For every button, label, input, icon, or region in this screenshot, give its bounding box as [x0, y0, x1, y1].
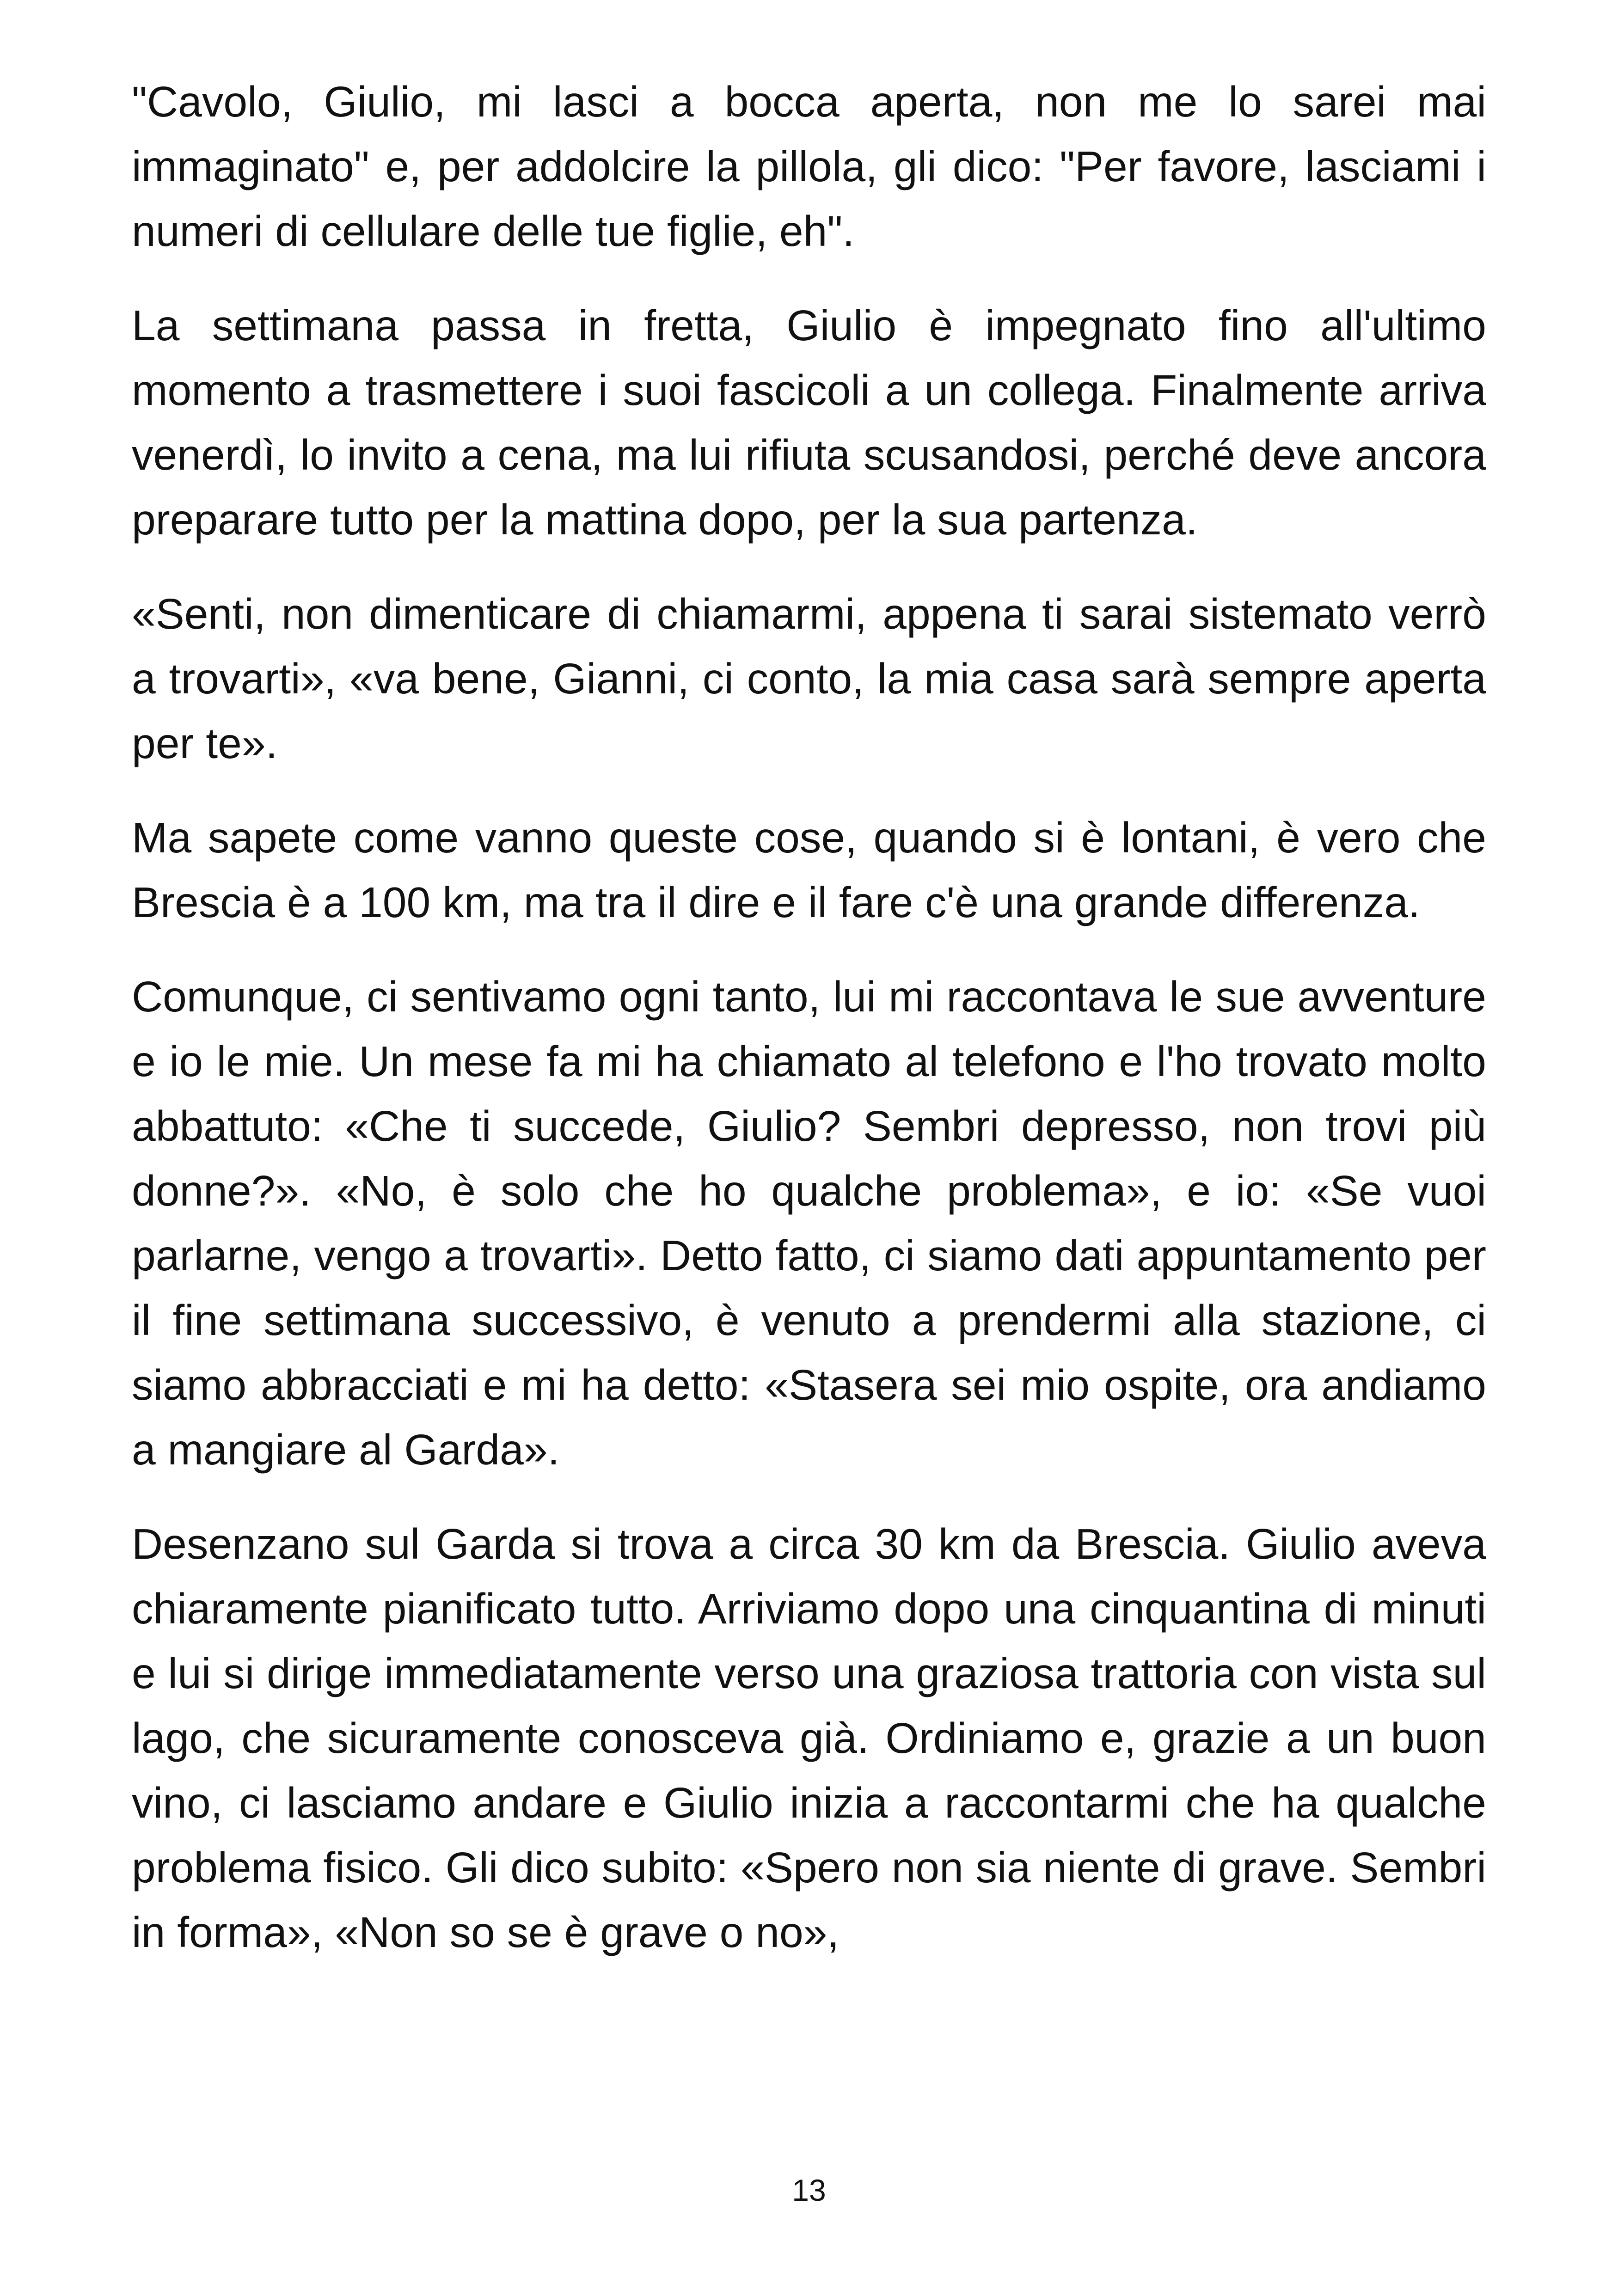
- body-text: [132, 69, 1486, 1994]
- paragraph-4: Ma sapete come vanno queste cose, quando si è lontani, è vero che Brescia è a 100 km, ma tra il dire e il fare c'è una grande differenza.: [132, 814, 1486, 926]
- paragraph-2: La settimana passa in fretta, Giulio è impegnato fino all'ultimo momento a trasmettere i suoi fascicoli a un collega. Finalmente arriva venerdì, lo invito a cena, ma lui rifiuta scusandosi, perché deve ancora preparare tutto per la mattina dopo, per la sua partenza.: [132, 301, 1486, 544]
- paragraph-6: Desenzano sul Garda si trova a circa 30 km da Brescia. Giulio aveva chiaramente pianificato tutto. Arriviamo dopo una cinquantina di minuti e lui si dirige immediatamente verso una graziosa trattoria con vista sul lago, che sicuramente conosceva già. Ordiniamo e, grazie a un buon vino, ci lasciamo andare e Giulio inizia a raccontarmi che ha qualche problema fisico. Gli dico subito: «Spero non sia niente di grave. Sembri in forma», «Non so se è grave o no»,: [132, 1520, 1486, 1956]
- page-number: 13: [792, 2173, 826, 2207]
- paragraph-1: "Cavolo, Giulio, mi lasci a bocca aperta, non me lo sarei mai immaginato" e, per addolcire la pillola, gli dico: "Per favore, lasciami i numeri di cellulare delle tue figlie, eh".: [132, 78, 1486, 255]
- paragraph-3: «Senti, non dimenticare di chiamarmi, appena ti sarai sistemato verrò a trovarti», «va bene, Gianni, ci conto, la mia casa sarà sempre aperta per te».: [132, 590, 1486, 767]
- paragraph-5: Comunque, ci sentivamo ogni tanto, lui mi raccontava le sue avventure e io le mie. Un mese fa mi ha chiamato al telefono e l'ho trovato molto abbattuto: «Che ti succede, Giulio? Sembri depresso, non trovi più donne?». «No, è solo che ho qualche problema», e io: «Se vuoi parlarne, vengo a trovarti». Detto fatto, ci siamo dati appuntamento per il fine settimana successivo, è venuto a prendermi alla stazione, ci siamo abbracciati e mi ha detto: «Stasera sei mio ospite, ora andiamo a mangiare al Garda».: [132, 973, 1486, 1474]
